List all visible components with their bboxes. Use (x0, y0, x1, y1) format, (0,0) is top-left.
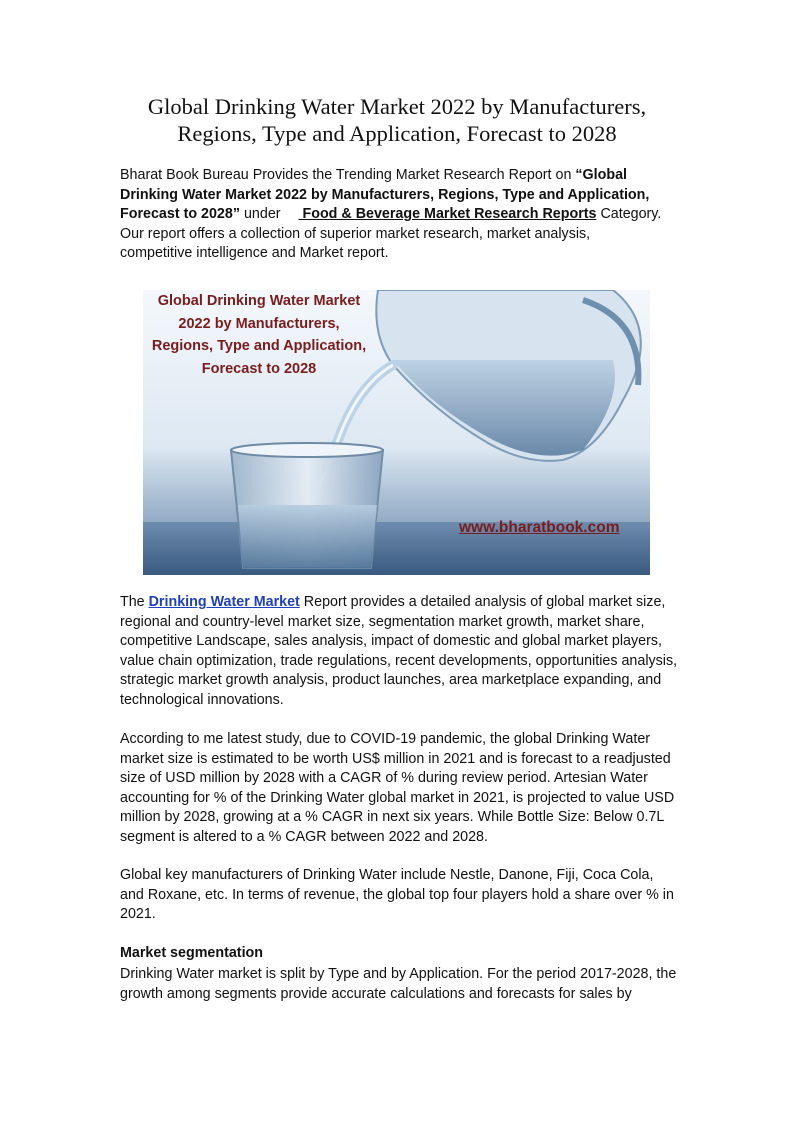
study-paragraph: According to me latest study, due to COVID-19 pandemic, the global Drinking Water market size is estimated to be worth US$ million in 2021 and is forecast to a readjusted size of USD million by 2028 with a CAGR of % during review period. Artesian Water accounting for % of the Drinking Water global market in 2021, is projected to value USD million by 2028, growing at a % CAGR in next six years. While Bottle Size: Below 0.7L segment is altered to a % CAGR between 2022 and 2028. (120, 731, 675, 845)
hero-title-line-2: 2022 by Manufacturers, (178, 315, 340, 332)
title-line-2: Regions, Type and Application, Forecast to 2028 (177, 121, 617, 146)
para2-start: The (120, 594, 149, 610)
segmentation-heading: Market segmentation (120, 945, 264, 961)
page-title (100, 93, 694, 147)
hero-url: www.bharatbook.com (459, 519, 620, 536)
intro-line-4: Our report offers a collection of superior market research, market analysis, (120, 225, 591, 242)
intro-line-3-bold: Forecast to 2028” (120, 206, 240, 223)
manufacturers-paragraph: Global key manufacturers of Drinking Water include Nestle, Danone, Fiji, Coca Cola, and Roxane, etc. In terms of revenue, the global top four players hold a share over % in 2021. (120, 867, 674, 923)
hero-title-line-3: Regions, Type and Application, (151, 338, 367, 354)
segmentation-paragraph: Drinking Water market is split by Type and by Application. For the period 2017-2028, the growth among segments provide accurate calculations and forecasts for sales by (120, 966, 677, 1002)
intro-under: under (240, 206, 285, 223)
category-link[interactable]: Food & Beverage Market Research Reports (298, 206, 597, 223)
report-paragraph (120, 593, 680, 711)
hero-title (144, 290, 374, 380)
intro-line-1 (120, 166, 680, 186)
para2-rest: Report provides a detailed analysis of global market size, regional and country-level market size, segmentation market growth, market share, competitive Landscape, sales analysis, impact of domestic and global market players, value chain optimization, trade regulations, recent developments, opportunities analysis, strategic market growth analysis, product launches, area marketplace expanding, and technological innovations. (120, 594, 678, 708)
hero-title-line-4: Forecast to 2028 (201, 360, 317, 377)
intro-quote-open: “Global (575, 167, 628, 183)
hero-image (143, 290, 650, 575)
intro-line-2: Drinking Water Market 2022 by Manufacturers, Regions, Type and Application, (120, 186, 650, 203)
intro-line-5: competitive intelligence and Market report. (120, 245, 389, 262)
intro-category-suffix: Category. (596, 206, 662, 223)
hero-title-line-1: Global Drinking Water Market (157, 293, 361, 309)
intro-paragraph (120, 166, 680, 264)
intro-line-3 (120, 205, 680, 225)
intro-line-1-text: Bharat Book Bureau Provides the Trending Market Research Report on (120, 167, 576, 183)
title-line-1: Global Drinking Water Market 2022 by Manufacturers, (147, 94, 647, 119)
drinking-water-market-link[interactable]: Drinking Water Market (148, 594, 300, 610)
